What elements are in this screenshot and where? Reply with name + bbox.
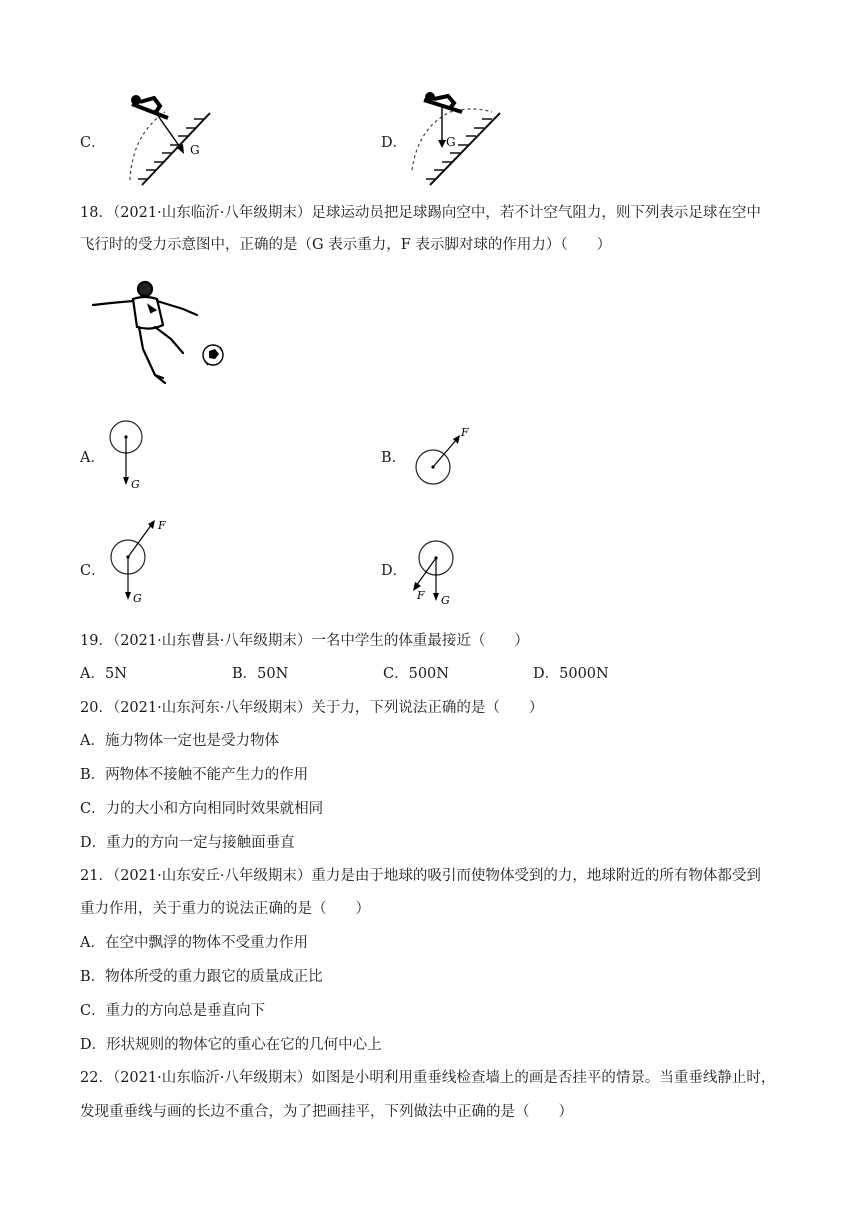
q18-option-d-label: D． <box>381 563 408 579</box>
q21-option-a: A．在空中飘浮的物体不受重力作用 <box>80 935 308 951</box>
q20-option-b: B．两物体不接触不能产生力的作用 <box>80 767 309 783</box>
q18-option-d-diagram <box>402 518 472 608</box>
q21-option-b: B．物体所受的重力跟它的质量成正比 <box>80 969 323 985</box>
q22-stem-line-2: 发现重垂线与画的长边不重合，为了把画挂平，下列做法中正确的是（ ） <box>80 1104 573 1120</box>
q18-option-b-diagram <box>405 422 475 492</box>
gravity-label: G <box>131 478 140 491</box>
q18-stem-line-1: 18．（2021·山东临沂·八年级期末）足球运动员把足球踢向空中，若不计空气阻力，则下列表示足球在空中 <box>80 205 761 221</box>
q19-stem: 19．（2021·山东曹县·八年级期末）一名中学生的体重最接近（ ） <box>80 633 529 649</box>
kick-force-label: F <box>158 519 166 532</box>
q17-option-d-label: D． <box>381 135 408 151</box>
slope-hatching <box>426 119 492 179</box>
gravity-arrowhead <box>433 593 439 601</box>
q20-option-c: C．力的大小和方向相同时效果就相同 <box>80 801 324 817</box>
q21-option-c: C．重力的方向总是垂直向下 <box>80 1003 266 1019</box>
q20-option-d: D．重力的方向一定与接触面垂直 <box>80 835 295 851</box>
slope-line <box>430 113 500 185</box>
q21-option-d: D．形状规则的物体它的重心在它的几何中心上 <box>80 1037 382 1053</box>
player-icon <box>93 282 197 383</box>
kick-force-arrow <box>433 439 457 467</box>
q19-option-a: A．5N <box>80 666 127 682</box>
q21-stem-line-2: 重力作用，关于重力的说法正确的是（ ） <box>80 901 370 917</box>
q20-stem: 20．（2021·山东河东·八年级期末）关于力，下列说法正确的是（ ） <box>80 700 544 716</box>
q17-option-d-figure <box>400 90 520 188</box>
q18-stem-line-2: 飞行时的受力示意图中，正确的是（G 表示重力，F 表示脚对球的作用力）（ ） <box>80 237 612 253</box>
gravity-label: G <box>190 143 200 157</box>
q18-option-c-diagram <box>104 512 174 607</box>
q18-option-a-diagram <box>104 420 154 495</box>
soccer-player-illustration <box>85 275 235 387</box>
kick-force-label: F <box>417 589 425 602</box>
q18-option-a-label: A． <box>80 450 105 466</box>
q19-option-d: D．5000N <box>533 666 609 682</box>
q19-option-c: C．500N <box>383 666 449 682</box>
kick-force-label: F <box>461 426 469 439</box>
gravity-arrowhead <box>123 477 129 485</box>
q17-option-c-figure <box>110 90 230 188</box>
q18-option-b-label: B． <box>381 450 407 466</box>
q22-stem-line-1: 22．（2021·山东临沂·八年级期末）如图是小明利用重垂线检查墙上的画是否挂平的情景。当重垂线静止时， <box>80 1070 776 1086</box>
skier-icon <box>424 92 462 112</box>
q20-option-a: A．施力物体一定也是受力物体 <box>80 733 279 749</box>
q21-stem-line-1: 21．（2021·山东安丘·八年级期末）重力是由于地球的吸引而使物体受到的力，地球附近的所有物体都受到 <box>80 868 761 884</box>
gravity-arrowhead <box>125 592 131 600</box>
skier-icon <box>131 95 168 118</box>
q17-option-c-label: C． <box>80 135 106 151</box>
q18-option-c-label: C． <box>80 563 106 579</box>
gravity-arrowhead <box>438 140 446 148</box>
q19-option-b: B．50N <box>232 666 289 682</box>
gravity-label: G <box>133 592 142 605</box>
gravity-label: G <box>441 594 450 607</box>
gravity-label: G <box>446 135 456 149</box>
